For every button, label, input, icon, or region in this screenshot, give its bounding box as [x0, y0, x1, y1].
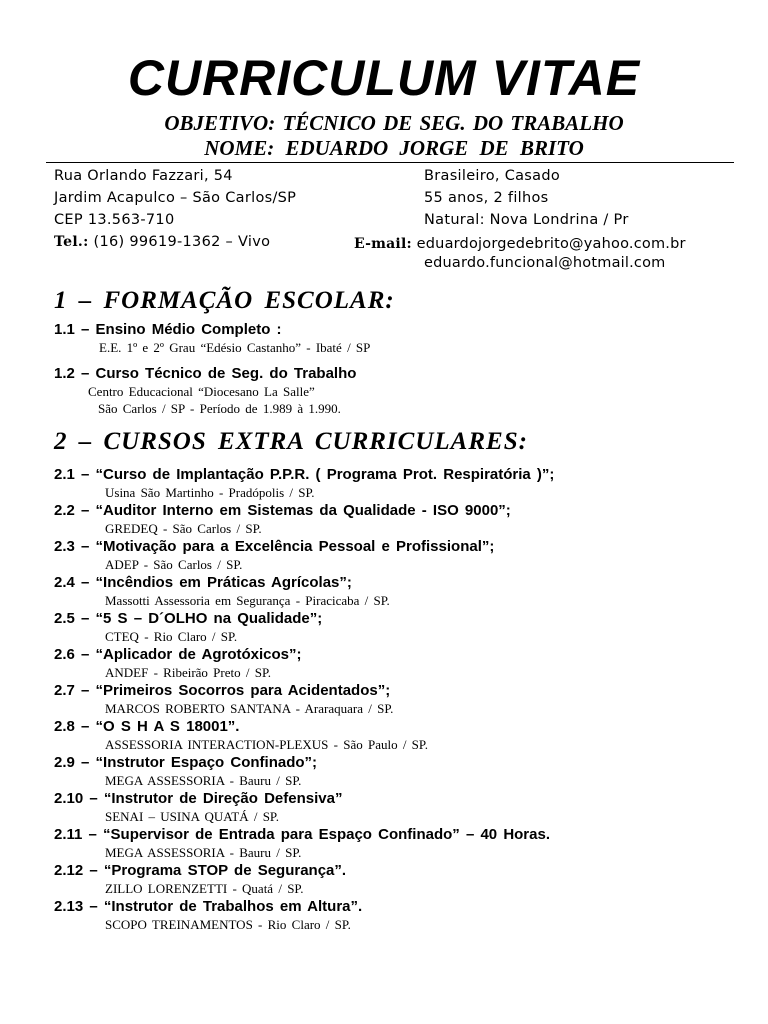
- course-item: [54, 717, 754, 753]
- course-item: [54, 789, 754, 825]
- contact-address: [54, 165, 296, 253]
- education-item: [54, 364, 754, 417]
- course-provider: MEGA ASSESSORIA - Bauru / SP.: [105, 845, 302, 860]
- course-provider: SCOPO TREINAMENTOS - Rio Claro / SP.: [105, 917, 351, 932]
- course-provider: SENAI – USINA QUATÁ / SP.: [105, 809, 279, 824]
- education-item-title: 1.1 – Ensino Médio Completo :: [54, 321, 282, 338]
- course-provider: ASSESSORIA INTERACTION-PLEXUS - São Paulo / SP.: [105, 737, 428, 752]
- document-title: CURRICULUM VITAE: [127, 50, 641, 106]
- course-item: [54, 753, 754, 789]
- course-title: 2.13 – “Instrutor de Trabalhos em Altura”.: [54, 898, 363, 915]
- course-title: 2.11 – “Supervisor de Entrada para Espaço Confinado” – 40 Horas.: [54, 826, 551, 843]
- address-cep: CEP 13.563-710: [54, 212, 175, 228]
- course-provider: ANDEF - Ribeirão Preto / SP.: [105, 665, 271, 680]
- course-provider: Usina São Martinho - Pradópolis / SP.: [105, 485, 315, 500]
- course-provider: GREDEQ - São Carlos / SP.: [105, 521, 262, 536]
- course-provider: MARCOS ROBERTO SANTANA - Araraquara / SP.: [105, 701, 394, 716]
- course-provider: Massotti Assessoria em Segurança - Piracicaba / SP.: [105, 593, 390, 608]
- course-item: [54, 645, 754, 681]
- course-provider: CTEQ - Rio Claro / SP.: [105, 629, 238, 644]
- course-title: 2.3 – “Motivação para a Excelência Pessoal e Profissional”;: [54, 538, 495, 555]
- course-item: [54, 897, 754, 933]
- course-item: [54, 681, 754, 717]
- phone-label: Tel.:: [54, 234, 89, 250]
- email-row-2: [354, 254, 686, 273]
- course-item: [54, 537, 754, 573]
- age-children: 55 anos, 2 filhos: [424, 190, 549, 206]
- email-block: [354, 235, 686, 273]
- course-title: 2.2 – “Auditor Interno em Sistemas da Qualidade - ISO 9000”;: [54, 502, 511, 519]
- course-title: 2.4 – “Incêndios em Práticas Agrícolas”;: [54, 574, 352, 591]
- phone-value: (16) 99619-1362 – Vivo: [88, 234, 271, 250]
- education-item: [54, 320, 754, 356]
- education-item-detail: São Carlos / SP - Período de 1.989 à 1.990.: [98, 401, 341, 416]
- course-item: [54, 573, 754, 609]
- course-item: [54, 465, 754, 501]
- name-line: NOME: EDUARDO JORGE DE BRITO: [204, 136, 584, 160]
- education-item-detail: Centro Educacional “Diocesano La Salle”: [88, 384, 315, 399]
- course-title: 2.1 – “Curso de Implantação P.P.R. ( Programa Prot. Respiratória )”;: [54, 466, 555, 483]
- header-divider: [46, 162, 734, 163]
- course-title: 2.12 – “Programa STOP de Segurança”.: [54, 862, 347, 879]
- section-heading-courses: 2 – CURSOS EXTRA CURRICULARES:: [54, 428, 528, 455]
- education-item-detail: E.E. 1º e 2º Grau “Edésio Castanho” - Ibaté / SP: [99, 340, 371, 355]
- contact-personal: [424, 165, 629, 231]
- course-title: 2.10 – “Instrutor de Direção Defensiva”: [54, 790, 343, 807]
- course-item: [54, 861, 754, 897]
- course-title: 2.8 – “O S H A S 18001”.: [54, 718, 240, 735]
- education-list: [54, 320, 754, 417]
- address-street: Rua Orlando Fazzari, 54: [54, 168, 233, 184]
- course-title: 2.9 – “Instrutor Espaço Confinado”;: [54, 754, 318, 771]
- birthplace: Natural: Nova Londrina / Pr: [424, 212, 629, 228]
- course-item: [54, 501, 754, 537]
- course-item: [54, 825, 754, 861]
- email-row-1: [354, 235, 686, 254]
- course-item: [54, 609, 754, 645]
- course-title: 2.6 – “Aplicador de Agrotóxicos”;: [54, 646, 302, 663]
- objective-line: OBJETIVO: TÉCNICO DE SEG. DO TRABALHO: [164, 111, 624, 135]
- email-primary: eduardojorgedebrito@yahoo.com.br: [411, 236, 686, 252]
- nationality: Brasileiro, Casado: [424, 168, 561, 184]
- course-provider: ZILLO LORENZETTI - Quatá / SP.: [105, 881, 304, 896]
- education-item-title: 1.2 – Curso Técnico de Seg. do Trabalho: [54, 365, 357, 382]
- course-title: 2.7 – “Primeiros Socorros para Acidentados”;: [54, 682, 391, 699]
- course-provider: ADEP - São Carlos / SP.: [105, 557, 243, 572]
- email-secondary: eduardo.funcional@hotmail.com: [424, 255, 666, 271]
- phone-row: [54, 231, 296, 253]
- address-city: Jardim Acapulco – São Carlos/SP: [54, 190, 297, 206]
- section-heading-education: 1 – FORMAÇÃO ESCOLAR:: [54, 287, 395, 314]
- course-title: 2.5 – “5 S – D´OLHO na Qualidade”;: [54, 610, 323, 627]
- course-provider: MEGA ASSESSORIA - Bauru / SP.: [105, 773, 302, 788]
- courses-list: [54, 465, 754, 933]
- email-label: E-mail:: [354, 236, 412, 252]
